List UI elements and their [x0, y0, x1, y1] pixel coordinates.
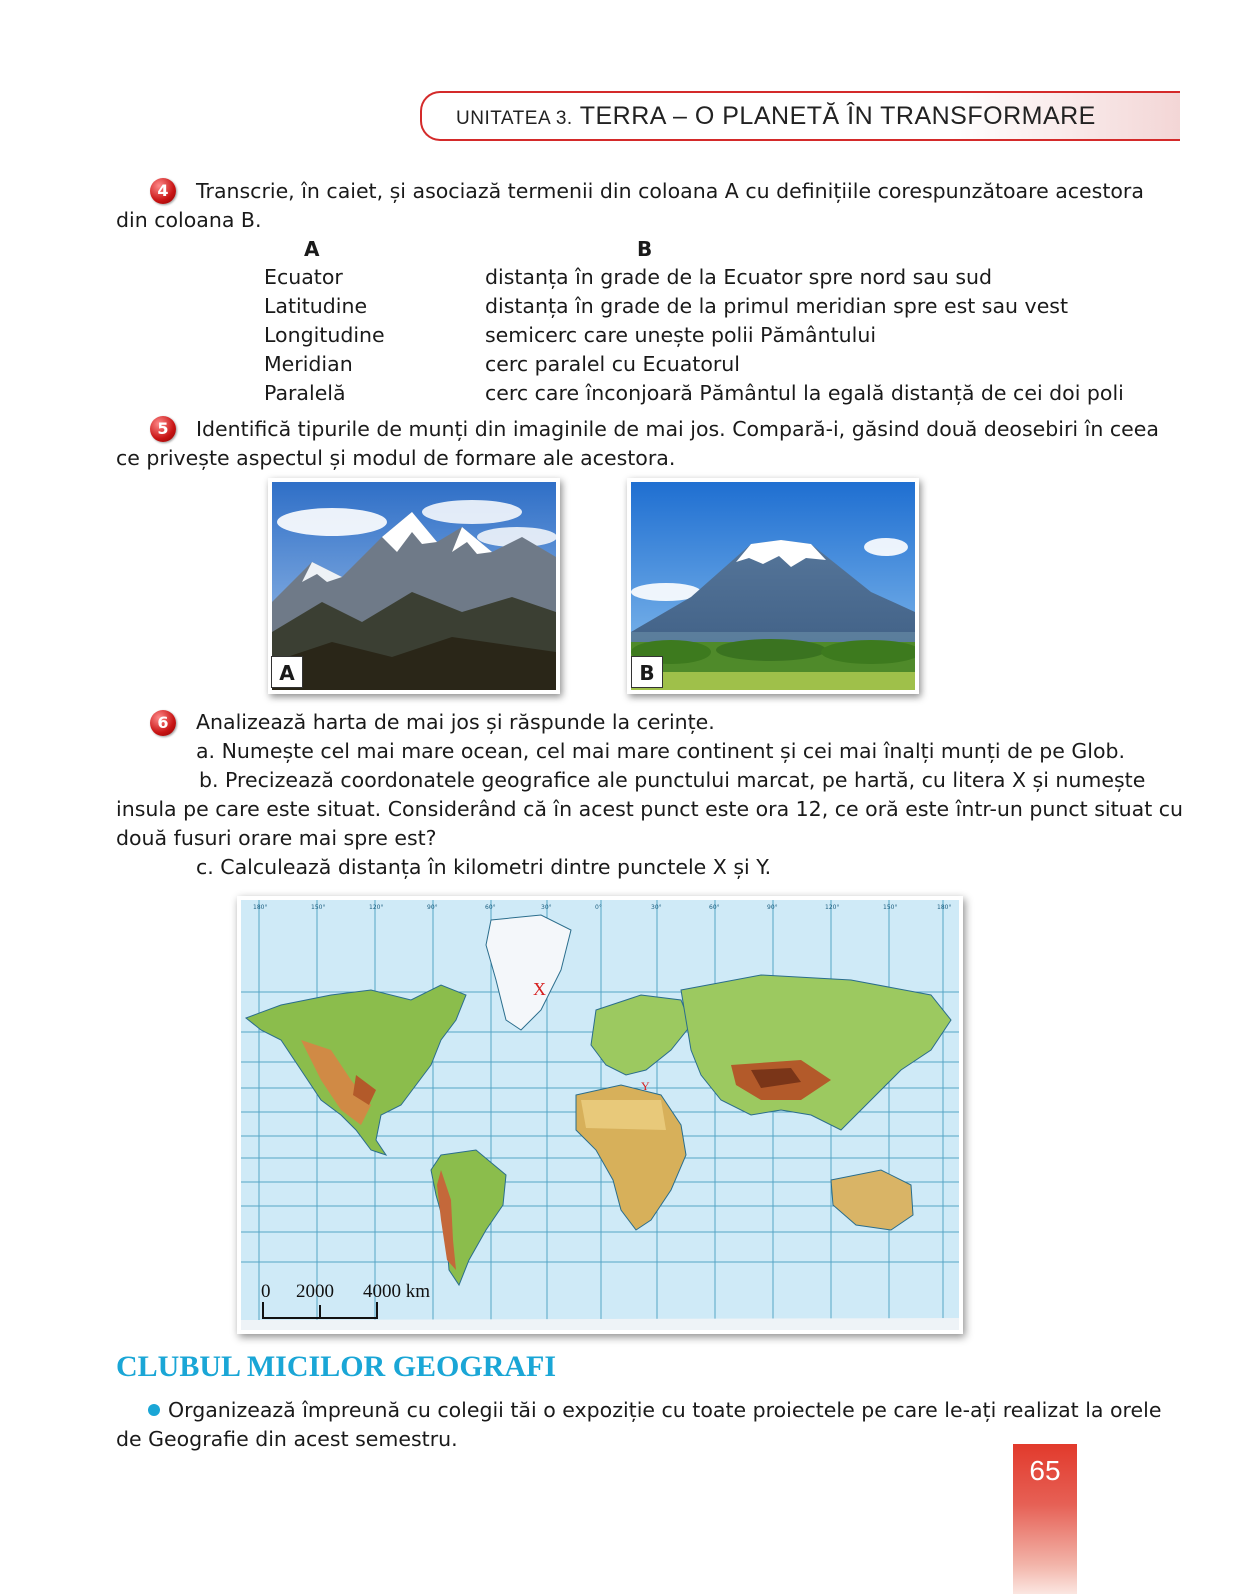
term: Latitudine [264, 294, 368, 318]
bullet-icon [148, 1404, 160, 1416]
exercise4-line1: Transcrie, în caiet, și asociază termenii din coloana A cu definițiile corespunzătoare acestora [196, 179, 1144, 203]
meridian-tick-label: 30° [541, 904, 552, 911]
term: Paralelă [264, 381, 346, 405]
photo-fold-mountains [268, 478, 560, 694]
exercise6-b-line2: insula pe care este situat. Considerând că în acest punct este ora 12, ce oră este într-un punct situat cu [116, 797, 1184, 821]
meridian-tick-label: 0° [595, 904, 602, 911]
world-map [237, 896, 963, 1334]
exercise6-b-line1: b. Precizează coordonatele geografice ale punctului marcat, pe hartă, cu litera X și numește [199, 768, 1146, 792]
exercise-number-badge: 6 [150, 710, 176, 736]
unit-header [456, 102, 1096, 131]
exercise5-line2: ce privește aspectul și modul de formare ale acestora. [116, 446, 676, 470]
meridian-tick-label: 30° [651, 904, 662, 911]
meridian-tick-label: 150° [311, 904, 326, 911]
map-marker-x: X [533, 979, 546, 999]
column-a-header: A [304, 237, 320, 261]
exercise6-b-line3: două fusuri orare mai spre est? [116, 826, 437, 850]
term: Longitudine [264, 323, 385, 347]
term: Ecuator [264, 265, 343, 289]
scale-label-4000: 4000 km [363, 1281, 431, 1302]
definition: cerc care înconjoară Pământul la egală distanță de cei doi poli [485, 381, 1124, 405]
mountain-range-image [272, 482, 556, 690]
meridian-tick-label: 90° [427, 904, 438, 911]
definition: distanța în grade de la Ecuator spre nord sau sud [485, 265, 993, 289]
exercise-number-badge: 4 [150, 178, 176, 204]
unit-title: TERRA – O PLANETĂ ÎN TRANSFORMARE [579, 102, 1096, 130]
meridian-tick-label: 120° [369, 904, 384, 911]
unit-prefix: UNITATEA 3. [456, 108, 573, 129]
definition: distanța în grade de la primul meridian spre est sau vest [485, 294, 1069, 318]
exercise5-line1: Identifică tipurile de munți din imaginile de mai jos. Compară-i, găsind două deosebiri în ceea [196, 417, 1159, 441]
map-marker-y: Y [641, 1079, 650, 1093]
club-line1: Organizează împreună cu colegii tăi o expoziție cu toate proiectele pe care le-ați realizat la orele [168, 1398, 1162, 1422]
definition: cerc paralel cu Ecuatorul [485, 352, 740, 376]
page-number: 65 [1029, 1455, 1061, 1486]
meridian-tick-label: 150° [883, 904, 898, 911]
photo-volcanic-mountain [627, 478, 919, 694]
exercise6-intro: Analizează harta de mai jos și răspunde la cerințe. [196, 710, 715, 734]
photo-a-label: A [271, 656, 303, 688]
meridian-tick-label: 180° [937, 904, 952, 911]
meridian-tick-label: 60° [485, 904, 496, 911]
volcano-image [631, 482, 915, 690]
meridian-tick-label: 120° [825, 904, 840, 911]
scale-label-0: 0 [261, 1281, 271, 1302]
term: Meridian [264, 352, 353, 376]
exercise-number-badge: 5 [150, 416, 176, 442]
world-map-image [241, 900, 959, 1330]
definition: semicerc care unește polii Pământului [485, 323, 877, 347]
section-title: CLUBUL MICILOR GEOGRAFI [116, 1350, 557, 1383]
scale-label-2000: 2000 [296, 1281, 334, 1302]
meridian-tick-label: 90° [767, 904, 778, 911]
exercise6-c: c. Calculează distanța în kilometri dintre punctele X și Y. [196, 855, 772, 879]
column-b-header: B [637, 237, 653, 261]
exercise4-line2: din coloana B. [116, 208, 262, 232]
club-line2: de Geografie din acest semestru. [116, 1427, 458, 1451]
exercise6-a: a. Numește cel mai mare ocean, cel mai mare continent și cei mai înalți munți de pe Glob. [196, 739, 1126, 763]
meridian-tick-label: 60° [709, 904, 720, 911]
photo-b-label: B [631, 656, 663, 688]
meridian-tick-label: 180° [253, 904, 268, 911]
